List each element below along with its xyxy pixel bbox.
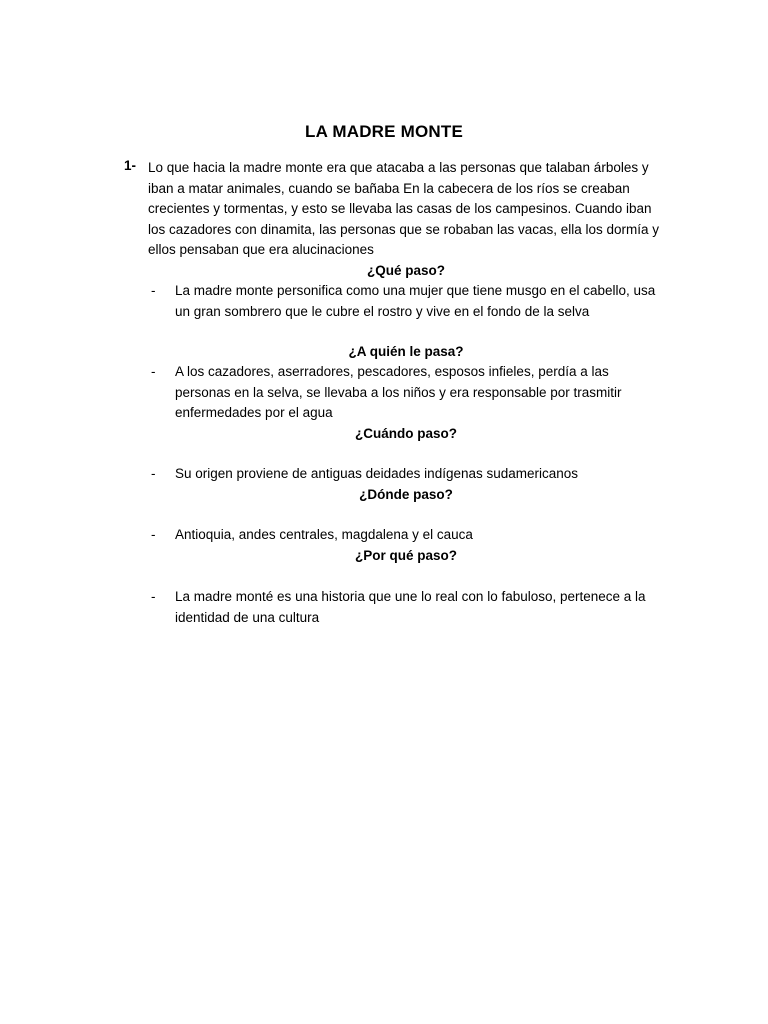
question-por-que-paso: ¿Por qué paso? <box>354 548 457 563</box>
answer-text: Su origen proviene de antiguas deidades indígenas sudamericanos <box>175 466 579 481</box>
document-title: LA MADRE MONTE <box>305 122 463 141</box>
question-a-quien-le-pasa: ¿A quién le pasa? <box>348 344 464 359</box>
bullet-dash: - <box>151 283 156 298</box>
answer-text: La madre monte personifica como una mujer que tiene musgo en el cabello, usa un gran sombrero que le cubre el rostro y vive en el fondo de la selva <box>175 283 656 319</box>
answer-por-que-paso <box>151 587 661 628</box>
question-cuando-paso: ¿Cuándo paso? <box>355 426 457 441</box>
numbered-item <box>124 158 664 261</box>
bullet-dash: - <box>151 589 156 604</box>
question-que-paso: ¿Qué paso? <box>366 263 445 278</box>
bullet-dash: - <box>151 527 156 542</box>
answer-cuando-paso <box>151 464 661 485</box>
answer-text: Antioquia, andes centrales, magdalena y el cauca <box>175 527 473 542</box>
answer-que-paso <box>151 281 661 322</box>
bullet-dash: - <box>151 364 156 379</box>
answer-text: La madre monté es una historia que une lo real con lo fabuloso, pertenece a la identidad de una cultura <box>175 589 646 625</box>
answer-donde-paso <box>151 525 661 546</box>
item-number: 1- <box>124 158 137 173</box>
answer-text: A los cazadores, aserradores, pescadores, esposos infieles, perdía a las personas en la selva, se llevaba a los niños y era responsable por trasmitir enfermedades por el agua <box>175 364 622 421</box>
answer-a-quien-le-pasa <box>151 362 661 424</box>
question-donde-paso: ¿Dónde paso? <box>359 487 453 502</box>
bullet-dash: - <box>151 466 156 481</box>
intro-paragraph: Lo que hacia la madre monte era que atacaba a las personas que talaban árboles y iban a matar animales, cuando se bañaba En la cabecera de los ríos se creaban crecientes y tormentas, y esto se llevaba las casas de los campesinos. Cuando iban los cazadores con dinamita, las personas que se robaban las vacas, ella los dormía y ellos pensaban que era alucinaciones <box>148 160 660 258</box>
